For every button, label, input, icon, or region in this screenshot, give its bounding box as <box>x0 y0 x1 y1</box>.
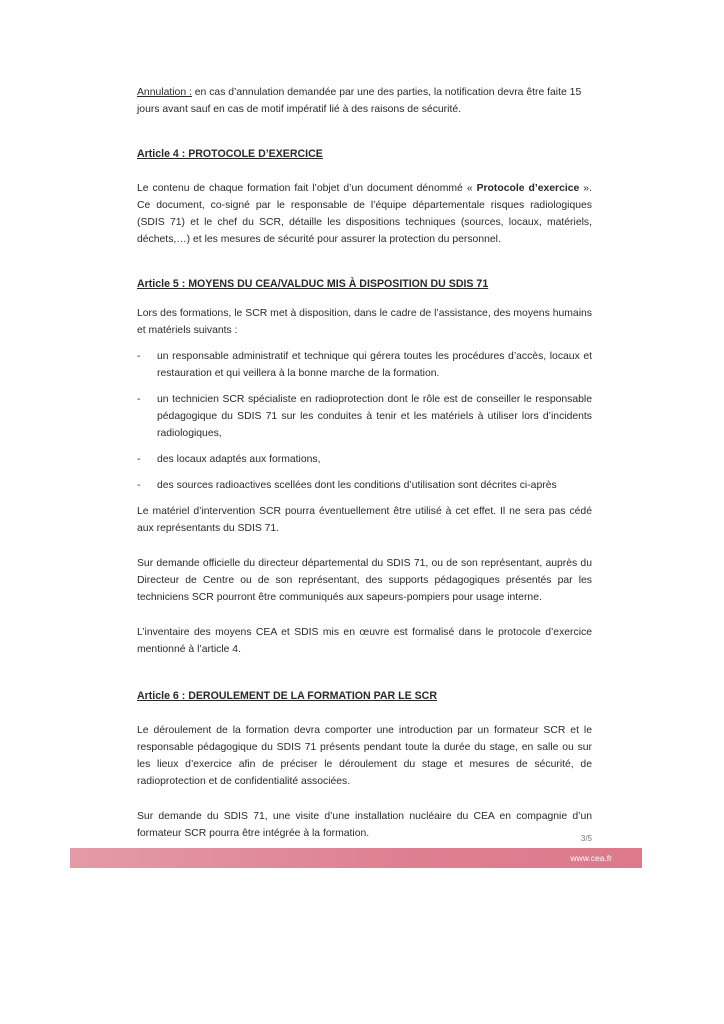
list-dash: - <box>137 480 141 491</box>
list-item-text: des locaux adaptés aux formations, <box>157 454 321 465</box>
article-5-heading: Article 5 : MOYENS DU CEA/VALDUC MIS À DISPOSITION DU SDIS 71 <box>137 278 489 290</box>
list-dash: - <box>137 454 141 465</box>
list-item-text: des sources radioactives scellées dont les conditions d’utilisation sont décrites ci-après <box>157 480 557 491</box>
annulation-label: Annulation : <box>137 87 192 98</box>
list-item <box>137 391 592 442</box>
article-6-paragraph-2: Sur demande du SDIS 71, une visite d’une installation nucléaire du CEA en compagnie d’un formateur SCR pourra être intégrée à la formation. <box>137 811 592 839</box>
document-body <box>137 84 592 842</box>
article-5-paragraph-4: L’inventaire des moyens CEA et SDIS mis en œuvre est formalisé dans le protocole d’exercice mentionné à l’article 4. <box>137 627 592 655</box>
article-5-intro: Lors des formations, le SCR met à disposition, dans le cadre de l’assistance, des moyens humains et matériels suivants : <box>137 308 592 336</box>
list-item <box>137 451 592 468</box>
footer-bar <box>70 848 642 868</box>
list-item-text: un responsable administratif et technique qui gérera toutes les procédures d’accès, locaux et restauration et qui veillera à la bonne marche de la formation. <box>157 351 592 379</box>
article-5-paragraph-3: Sur demande officielle du directeur départemental du SDIS 71, ou de son représentant, auprès du Directeur de Centre ou de son représentant, des supports pédagogiques présentés par les techniciens SCR pourront être communiqués aux sapeurs-pompiers pour usage interne. <box>137 558 592 603</box>
list-item <box>137 477 592 494</box>
article-6-paragraph-1: Le déroulement de la formation devra comporter une introduction par un formateur SCR et le responsable pédagogique du SDIS 71 présents pendant toute la durée du stage, en salle ou sur les lieux d’exercice afin de préciser le déroulement du stage et mesures de sécurité, de radioprotection et de confidentialité associées. <box>137 725 592 787</box>
article-4-paragraph <box>137 180 592 248</box>
list-dash: - <box>137 394 141 405</box>
article-4-text-start: Le contenu de chaque formation fait l’objet d’un document dénommé « <box>137 183 477 194</box>
list-item-text: un technicien SCR spécialiste en radioprotection dont le rôle est de conseiller le responsable pédagogique du SDIS 71 sur les conduites à tenir et les matériels à utiliser lors d’incidents radiologiques, <box>157 394 592 439</box>
footer-url: www.cea.fr <box>570 853 612 863</box>
page-number: 3/5 <box>580 834 592 843</box>
resources-list <box>137 348 592 494</box>
annulation-text: en cas d’annulation demandée par une des parties, la notification devra être faite 15 jours avant sauf en cas de motif impératif lié à des raisons de sécurité. <box>137 87 582 115</box>
article-5-paragraph-2: Le matériel d’intervention SCR pourra éventuellement être utilisé à cet effet. Il ne sera pas cédé aux représentants du SDIS 71. <box>137 506 592 534</box>
list-dash: - <box>137 351 141 362</box>
protocole-term: Protocole d’exercice <box>476 183 580 194</box>
annulation-paragraph <box>137 84 592 118</box>
list-item <box>137 348 592 382</box>
article-6-heading: Article 6 : DEROULEMENT DE LA FORMATION PAR LE SCR <box>137 690 437 702</box>
article-4-text-end: ». Ce document, co-signé par le responsable de l’équipe départementale risques radiologiques (SDIS 71) et le chef du SCR, détaille les dispositions techniques (sources, locaux, matériels, déchets,…) et les mesures de sécurité pour assurer la protection du personnel. <box>137 183 592 245</box>
article-4-heading: Article 4 : PROTOCOLE D’EXERCICE <box>137 148 323 160</box>
